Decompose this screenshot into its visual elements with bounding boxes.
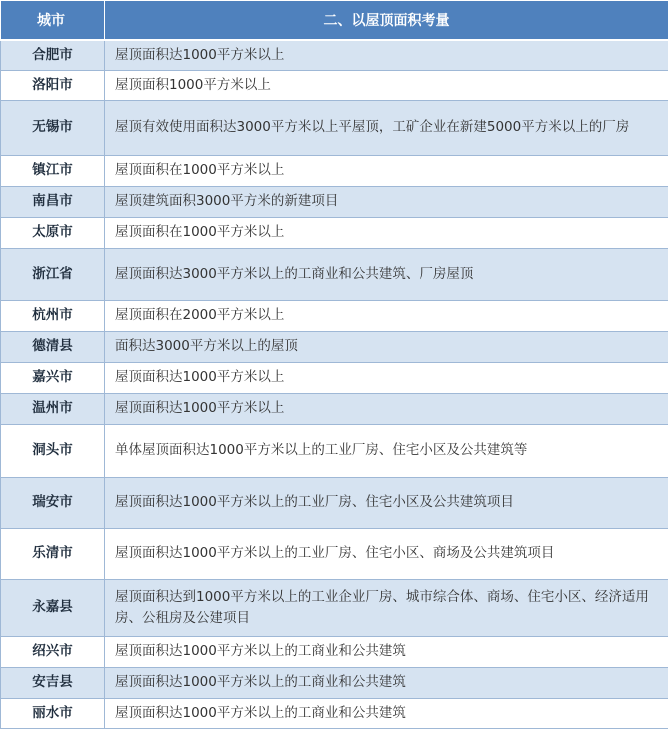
table-row [1,217,668,248]
city-cell: 洛阳市 [1,70,105,100]
city-cell: 镇江市 [1,155,105,186]
table-row [1,248,668,300]
table-row [1,40,668,70]
criteria-cell: 屋顶面积在2000平方米以上 [105,300,668,331]
criteria-cell: 屋顶面积达1000平方米以上的工业厂房、住宅小区及公共建筑项目 [105,477,668,528]
criteria-cell: 屋顶面积达到1000平方米以上的工业企业厂房、城市综合体、商场、住宅小区、经济适用房、公租房及公建项目 [105,579,668,636]
table-row [1,579,668,636]
city-cell: 安吉县 [1,667,105,698]
table-row [1,698,668,728]
criteria-cell: 屋顶面积达1000平方米以上 [105,40,668,70]
criteria-cell: 屋顶有效使用面积达3000平方米以上平屋顶，工矿企业在新建5000平方米以上的厂房 [105,100,668,155]
table-row [1,393,668,424]
criteria-cell: 单体屋顶面积达1000平方米以上的工业厂房、住宅小区及公共建筑等 [105,424,668,477]
criteria-cell: 面积达3000平方米以上的屋顶 [105,331,668,362]
city-cell: 丽水市 [1,698,105,728]
city-cell: 乐清市 [1,528,105,579]
criteria-cell: 屋顶面积达3000平方米以上的工商业和公共建筑、厂房屋顶 [105,248,668,300]
city-cell: 合肥市 [1,40,105,70]
criteria-cell: 屋顶面积达1000平方米以上的工商业和公共建筑 [105,636,668,667]
city-cell: 瑞安市 [1,477,105,528]
criteria-cell: 屋顶面积达1000平方米以上的工商业和公共建筑 [105,698,668,728]
city-cell: 浙江省 [1,248,105,300]
city-cell: 嘉兴市 [1,362,105,393]
table-row [1,667,668,698]
table-row [1,528,668,579]
table-row [1,362,668,393]
city-cell: 温州市 [1,393,105,424]
city-cell: 杭州市 [1,300,105,331]
city-cell: 洞头市 [1,424,105,477]
criteria-column-header: 二、以屋顶面积考量 [105,1,668,41]
criteria-cell: 屋顶建筑面积3000平方米的新建项目 [105,186,668,217]
table-row [1,155,668,186]
criteria-cell: 屋顶面积在1000平方米以上 [105,155,668,186]
table-row [1,477,668,528]
table-row [1,636,668,667]
city-cell: 南昌市 [1,186,105,217]
city-cell: 永嘉县 [1,579,105,636]
table-row [1,331,668,362]
city-cell: 绍兴市 [1,636,105,667]
criteria-cell: 屋顶面积达1000平方米以上的工业厂房、住宅小区、商场及公共建筑项目 [105,528,668,579]
criteria-cell: 屋顶面积达1000平方米以上的工商业和公共建筑 [105,667,668,698]
city-cell: 太原市 [1,217,105,248]
city-cell: 无锡市 [1,100,105,155]
header-row [1,1,668,41]
criteria-cell: 屋顶面积在1000平方米以上 [105,217,668,248]
table-row [1,300,668,331]
table-row [1,70,668,100]
city-cell: 德清县 [1,331,105,362]
table-row [1,100,668,155]
city-column-header: 城市 [1,1,105,41]
criteria-cell: 屋顶面积达1000平方米以上 [105,362,668,393]
table-row [1,424,668,477]
criteria-cell: 屋顶面积达1000平方米以上 [105,393,668,424]
table-row [1,186,668,217]
criteria-cell: 屋顶面积1000平方米以上 [105,70,668,100]
